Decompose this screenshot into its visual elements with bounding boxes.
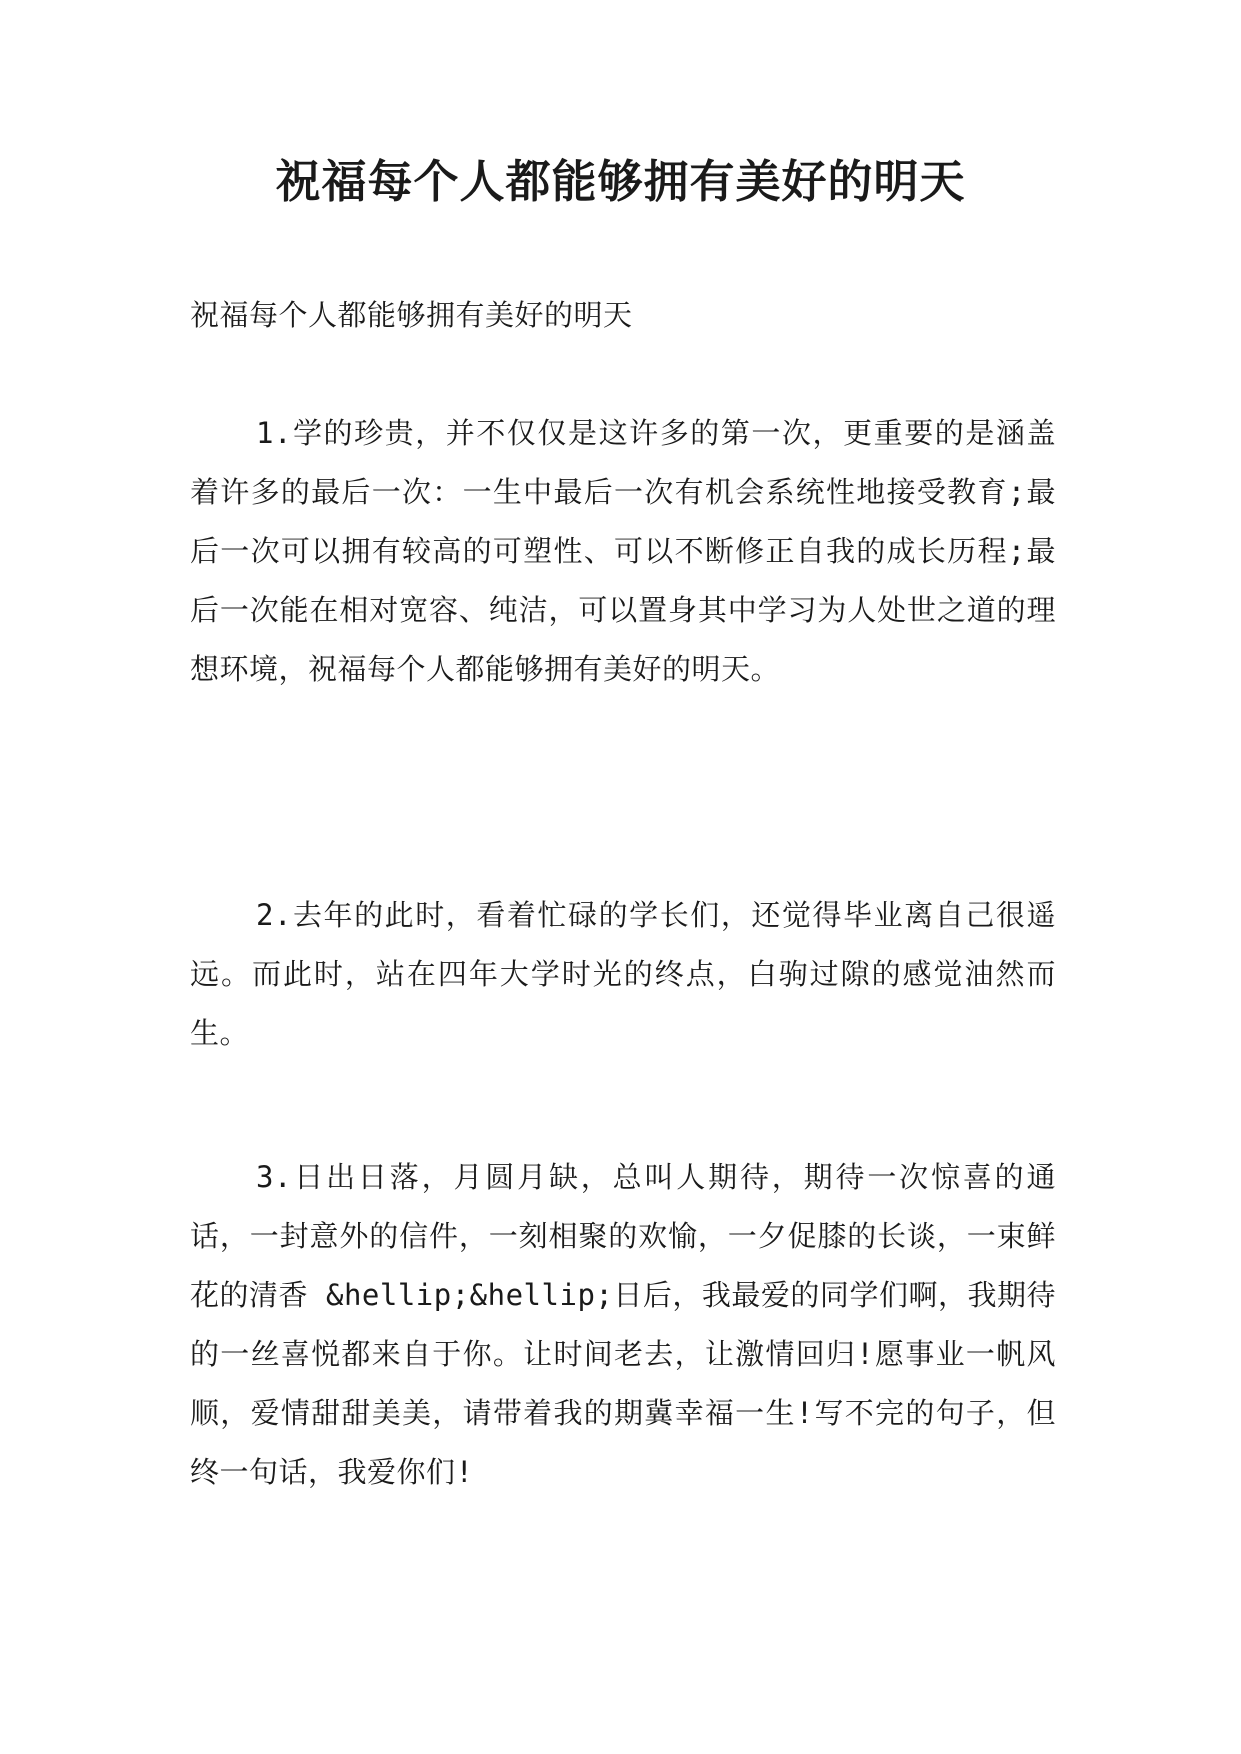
paragraph-1: 1.学的珍贵，并不仅仅是这许多的第一次，更重要的是涵盖着许多的最后一次：一生中最后一次有机会系统性地接受教育;最后一次可以拥有较高的可塑性、可以不断修正自我的成长历程;最后一次能在相对宽容、纯洁，可以置身其中学习为人处世之道的理想环境，祝福每个人都能够拥有美好的明天。 [190,416,1056,686]
paragraph-3: 3.日出日落，月圆月缺，总叫人期待，期待一次惊喜的通话，一封意外的信件，一刻相聚的欢愉，一夕促膝的长谈，一束鲜花的清香 &hellip;&hellip;日后，我最爱的同学们啊，我期待的一丝喜悦都来自于你。让时间老去，让激情回归!愿事业一帆风顺，爱情甜甜美美，请带着我的期冀幸福一生!写不完的句子，但终一句话，我爱你们! [190,1160,1056,1489]
document-subtitle: 祝福每个人都能够拥有美好的明天 [190,298,633,332]
paragraph-2: 2.去年的此时，看着忙碌的学长们，还觉得毕业离自己很遥远。而此时，站在四年大学时光的终点，白驹过隙的感觉油然而生。 [190,898,1056,1050]
document-title: 祝福每个人都能够拥有美好的明天 [275,155,966,208]
